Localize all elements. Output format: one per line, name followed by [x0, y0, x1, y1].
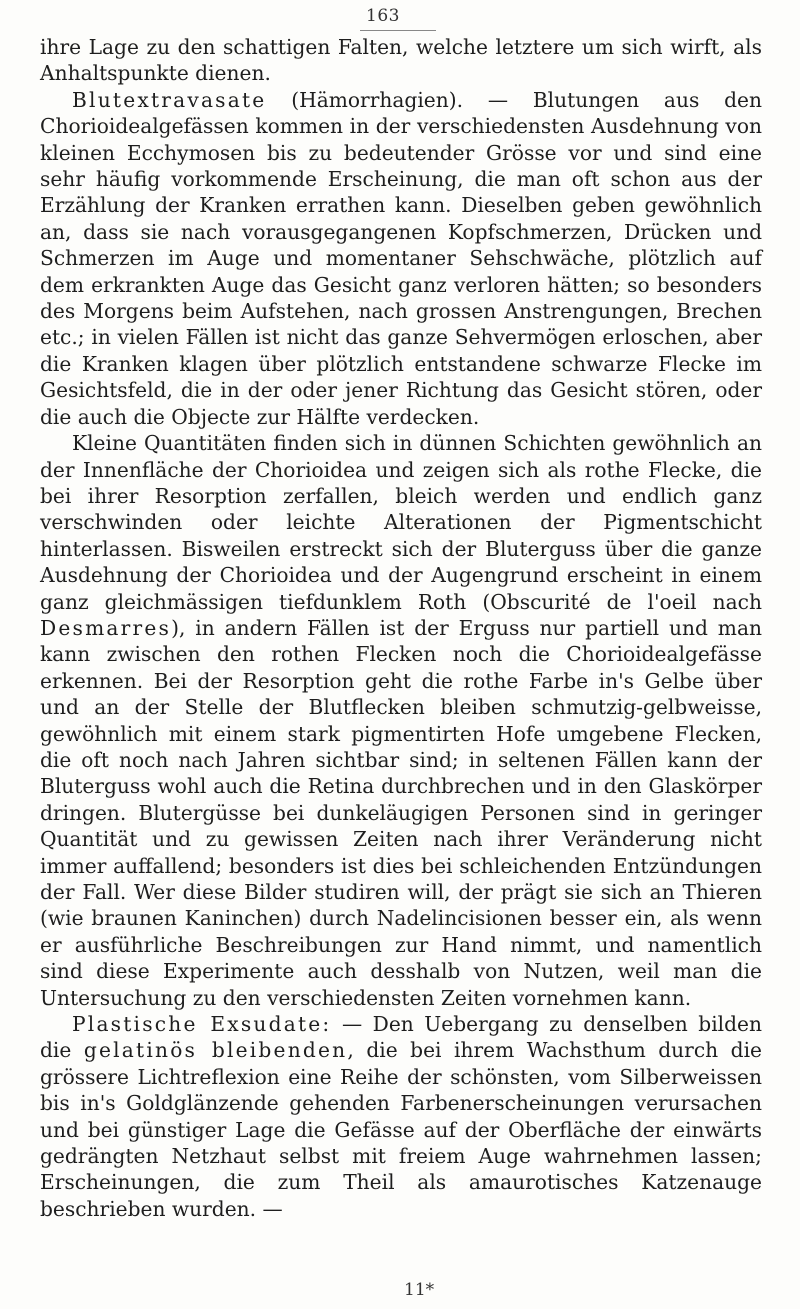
body-text: [40, 34, 762, 1222]
section-lead-term: Blutextravasate: [72, 87, 267, 112]
paragraph-text: Kleine Quantitäten finden sich in dünnen Schichten gewöhnlich an der Innenfläche der Chorioidea und zeigen sich als rothe Flecke, die bei ihrer Resorption zerfallen, bleich werden und endlich ganz verschwinden oder leichte Alterationen der Pigmentschicht hinterlassen. Bisweilen erstreckt sich der Bluterguss über die ganze Ausdehnung der Chorioidea und der Augengrund erscheint in einem ganz gleichmässigen tiefdunklem Roth (Obscurité de l'oeil nach: [40, 431, 762, 614]
page-number: 163: [366, 6, 400, 26]
author-name: Desmarres: [40, 615, 172, 640]
paragraph-continuation: [40, 34, 762, 87]
paragraph-text: ), in andern Fällen ist der Erguss nur partiell und man kann zwischen den rothen Flecken noch die Chorioidealgefässe erkennen. Bei der Resorption geht die rothe Farbe in's Gelbe über und an der Stelle der Blutflecken bleiben schmutzig-gelbweisse, gewöhnlich mit einem stark pigmentirten Hofe umgebene Flecken, die oft noch nach Jahren sichtbar sind; in seltenen Fällen kann der Bluterguss wohl auch die Retina durchbrechen und in den Glaskörper dringen. Blutergüsse bei dunkeläugigen Personen sind in geringer Quantität und zu gewissen Zeiten nach ihrer Veränderung nicht immer auffallend; besonders ist dies bei schleichenden Entzündungen der Fall. Wer diese Bilder studiren will, der prägt sie sich an Thieren (wie braunen Kaninchen) durch Nadelincisionen besser ein, als wenn er ausführliche Beschreibungen zur Hand nimmt, und namentlich sind diese Experimente auch desshalb von Nutzen, weil man die Untersuchung zu den verschiedensten Zeiten vornehmen kann.: [40, 615, 762, 1010]
paragraph-text: (Hämorrhagien). — Blutungen aus den Chorioidealgefässen kommen in der verschiedensten Ausdehnung von kleinen Ecchymosen bis zu bedeutender Grösse vor und sind eine sehr häufig vorkommende Erscheinung, die man oft schon aus der Erzählung der Kranken errathen kann. Dieselben geben gewöhnlich an, dass sie nach vorausgegangenen Kopfschmerzen, Drücken und Schmerzen im Auge und momentaner Sehschwäche, plötzlich auf dem erkrankten Auge das Gesicht ganz verloren hätten; so besonders des Morgens beim Aufstehen, nach grossen Anstrengungen, Brechen etc.; in vielen Fällen ist nicht das ganze Sehvermögen erloschen, aber die Kranken klagen über plötzlich entstandene schwarze Flecke im Gesichtsfeld, die in der oder jener Richtung das Gesicht stören, oder die auch die Objecte zur Hälfte verdecken.: [40, 87, 762, 429]
signature-mark: 11*: [404, 1280, 435, 1300]
section-lead-term: Plastische Exsudate:: [72, 1012, 332, 1037]
paragraph-text: , die bei ihrem Wachsthum durch die grössere Lichtreflexion eine Reihe der schönsten, vom Silberweissen bis in's Goldglänzende gehenden Farbenerscheinungen verursachen und bei günstiger Lage die Gefässe auf der Oberfläche der einwärts gedrängten Netzhaut selbst mit freiem Auge wahrnehmen lassen; Erscheinungen, die zum Theil als amaurotisches Katzenauge beschrieben wurden. —: [40, 1038, 762, 1221]
paragraph-blutextravasate: [40, 87, 762, 430]
emphasized-term: gelatinös bleibenden: [83, 1038, 348, 1063]
paragraph-text: — Den Uebergang zu denselben bilden die: [40, 1012, 762, 1063]
paragraph-plastische-exsudate: [40, 1011, 762, 1222]
paragraph-kleine-quantitaeten: [40, 430, 762, 1011]
paragraph-text: ihre Lage zu den schattigen Falten, welche letztere um sich wirft, als Anhaltspunkte dienen.: [40, 35, 762, 86]
header-rule: [360, 30, 436, 31]
